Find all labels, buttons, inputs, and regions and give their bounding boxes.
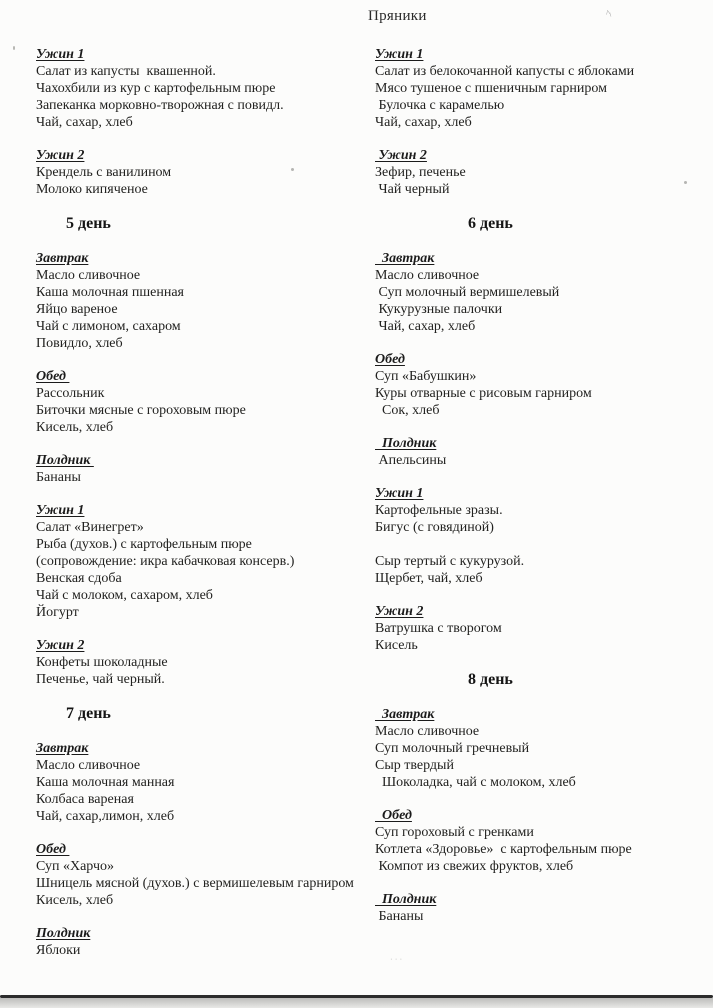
menu-item: (сопровождение: икра кабачковая консерв.)	[36, 554, 295, 569]
menu-item: Салат «Винегрет»	[36, 520, 144, 535]
menu-item: Каша молочная пшенная	[36, 285, 184, 300]
meal-section	[36, 46, 374, 131]
meal-header: Полдник	[375, 892, 437, 907]
menu-item: Чай с молоком, сахаром, хлеб	[36, 588, 213, 603]
meal-header: Ужин 2	[375, 604, 424, 619]
menu-item: Чай, сахар, хлеб	[375, 319, 476, 334]
meal-section	[36, 841, 374, 909]
menu-item: Бананы	[375, 909, 424, 924]
menu-item: Салат из белокочанной капусты с яблоками	[375, 64, 635, 79]
menu-item: Салат из капусты квашенной.	[36, 64, 216, 79]
scan-speck	[13, 46, 15, 50]
scan-edge-shadow	[0, 998, 713, 1008]
menu-item: Чай, сахар, хлеб	[375, 115, 472, 130]
meal-header: Ужин 1	[375, 486, 424, 501]
menu-item: Ватрушка с творогом	[375, 621, 502, 636]
meal-header: Завтрак	[36, 251, 89, 266]
menu-item: Яблоки	[36, 943, 81, 958]
menu-item: Мясо тушеное с пшеничным гарниром	[375, 81, 607, 96]
meal-section	[36, 925, 374, 959]
menu-item: Рассольник	[36, 386, 105, 401]
menu-item: Повидло, хлеб	[36, 336, 123, 351]
meal-header: Завтрак	[375, 251, 435, 266]
pencil-mark: ^ᵢ	[605, 7, 611, 19]
menu-item: Шоколадка, чай с молоком, хлеб	[375, 775, 576, 790]
menu-item: Сок, хлеб	[375, 403, 440, 418]
menu-item: Бананы	[36, 470, 81, 485]
menu-item: Суп молочный вермишелевый	[375, 285, 560, 300]
menu-item: Суп молочный гречневый	[375, 741, 530, 756]
menu-item: Колбаса вареная	[36, 792, 134, 807]
meal-section	[375, 485, 713, 587]
meal-section	[375, 891, 713, 925]
menu-item: Куры отварные с рисовым гарниром	[375, 386, 592, 401]
meal-header: Обед	[375, 352, 405, 367]
menu-item: Кукурузные палочки	[375, 302, 503, 317]
meal-header: Полдник	[375, 436, 437, 451]
menu-item: Картофельные зразы.	[375, 503, 503, 518]
scan-smudge: ⋅⋅⋅	[390, 955, 405, 964]
page-title: Пряники	[368, 8, 427, 24]
day-header: 6 день	[468, 215, 513, 232]
day-header: 8 день	[468, 671, 513, 688]
meal-header: Ужин 2	[375, 148, 427, 163]
day-header: 5 день	[66, 215, 111, 232]
meal-section	[36, 452, 374, 486]
meal-header: Обед	[36, 369, 70, 384]
menu-item: Биточки мясные с гороховым пюре	[36, 403, 246, 418]
meal-header: Обед	[36, 842, 70, 857]
menu-item: Запеканка морковно-творожная с повидл.	[36, 98, 284, 113]
menu-item: Сыр тертый с кукурузой.	[375, 554, 525, 569]
scan-speck	[291, 168, 294, 171]
menu-item: Котлета «Здоровье» с картофельным пюре	[375, 842, 632, 857]
menu-item: Йогурт	[36, 605, 79, 620]
menu-item	[375, 536, 713, 553]
meal-header: Ужин 1	[36, 503, 85, 518]
menu-column-left	[36, 46, 374, 975]
menu-item: Яйцо вареное	[36, 302, 118, 317]
menu-item: Рыба (духов.) с картофельным пюре	[36, 537, 252, 552]
menu-item: Суп гороховый с гренками	[375, 825, 534, 840]
meal-section	[36, 637, 374, 688]
scan-speck	[684, 181, 687, 184]
menu-item: Кисель, хлеб	[36, 420, 114, 435]
meal-section	[36, 147, 374, 198]
menu-item: Масло сливочное	[375, 724, 480, 739]
menu-item: Конфеты шоколадные	[36, 655, 168, 670]
meal-header: Полдник	[36, 926, 91, 941]
menu-item: Крендель с ванилином	[36, 165, 172, 180]
menu-item: Булочка с карамелью	[375, 98, 505, 113]
day-header: 7 день	[66, 705, 111, 722]
meal-header: Ужин 1	[375, 47, 424, 62]
meal-header: Завтрак	[36, 741, 89, 756]
meal-section	[375, 250, 713, 335]
menu-column-right	[375, 46, 713, 941]
menu-item: Суп «Харчо»	[36, 859, 114, 874]
meal-header: Завтрак	[375, 707, 435, 722]
menu-item: Компот из свежих фруктов, хлеб	[375, 859, 574, 874]
menu-item: Печенье, чай черный.	[36, 672, 165, 687]
menu-item: Щербет, чай, хлеб	[375, 571, 483, 586]
menu-item: Чай, сахар,лимон, хлеб	[36, 809, 175, 824]
menu-item: Кисель, хлеб	[36, 893, 114, 908]
menu-item: Венская сдоба	[36, 571, 122, 586]
menu-item: Кисель	[375, 638, 418, 653]
meal-header: Полдник	[36, 453, 94, 468]
menu-item: Суп «Бабушкин»	[375, 369, 477, 384]
meal-header: Ужин 2	[36, 148, 85, 163]
menu-item: Шницель мясной (духов.) с вермишелевым гарниром	[36, 876, 354, 891]
meal-section	[375, 706, 713, 791]
meal-section	[36, 740, 374, 825]
menu-item: Бигус (с говядиной)	[375, 520, 494, 535]
menu-item: Масло сливочное	[36, 758, 141, 773]
meal-section	[36, 250, 374, 352]
menu-item: Чахохбили из кур с картофельным пюре	[36, 81, 276, 96]
menu-item: Чай с лимоном, сахаром	[36, 319, 181, 334]
menu-item: Молоко кипяченое	[36, 182, 148, 197]
menu-item: Сыр твердый	[375, 758, 454, 773]
meal-section	[375, 603, 713, 654]
meal-section	[36, 368, 374, 436]
meal-header: Обед	[375, 808, 412, 823]
meal-section	[375, 807, 713, 875]
meal-header: Ужин 1	[36, 47, 85, 62]
meal-section	[375, 435, 713, 469]
menu-item: Апельсины	[375, 453, 447, 468]
menu-item: Масло сливочное	[375, 268, 480, 283]
menu-item: Чай, сахар, хлеб	[36, 115, 133, 130]
meal-header: Ужин 2	[36, 638, 85, 653]
menu-item: Зефир, печенье	[375, 165, 466, 180]
meal-section	[36, 502, 374, 621]
menu-item: Масло сливочное	[36, 268, 141, 283]
meal-section	[375, 147, 713, 198]
meal-section	[375, 46, 713, 131]
meal-section	[375, 351, 713, 419]
menu-item: Каша молочная манная	[36, 775, 175, 790]
menu-item: Чай черный	[375, 182, 450, 197]
